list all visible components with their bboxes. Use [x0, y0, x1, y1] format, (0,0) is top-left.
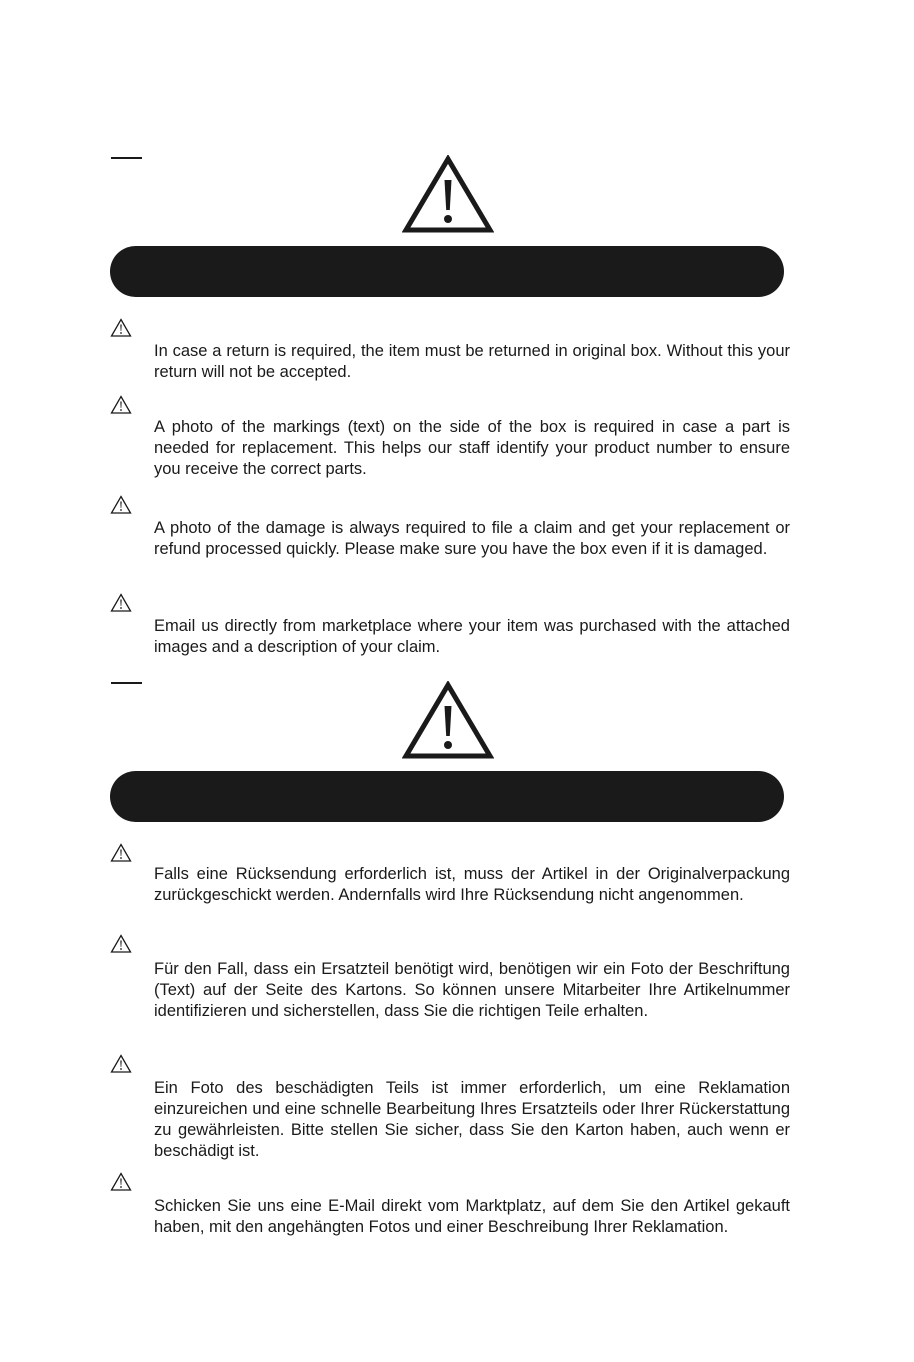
warning-triangle-icon — [402, 681, 494, 759]
notice-text: Für den Fall, dass ein Ersatzteil benötigt wird, benötigen wir ein Foto der Beschriftung (Text) auf der Seite des Kartons. So können unsere Mitarbeiter Ihre Artikelnummer identifizieren und sicherstellen, dass Sie die richtigen Teile erhalten. — [154, 960, 790, 1020]
section-divider-dash — [111, 157, 142, 159]
warning-icon — [110, 1054, 132, 1073]
notice-text: A photo of the damage is always required to file a claim and get your replacement or refund processed quickly. Please make sure you have the box even if it is damaged. — [154, 519, 790, 558]
notice-text: Ein Foto des beschädigten Teils ist immer erforderlich, um eine Reklamation einzureichen und eine schnelle Bearbeitung Ihres Ersatzteils oder Ihrer Rückerstattung zu gewährleisten. Bitte stellen Sie sicher, dass Sie den Karton haben, auch wenn er beschädigt ist. — [154, 1079, 790, 1160]
warning-icon — [110, 1172, 132, 1191]
section-divider-dash — [111, 682, 142, 684]
warning-triangle-icon — [402, 155, 494, 233]
notice-text: Falls eine Rücksendung erforderlich ist, muss der Artikel in der Originalverpackung zurückgeschickt werden. Andernfalls wird Ihre Rücksendung nicht angenommen. — [154, 865, 790, 904]
warning-icon — [110, 495, 132, 514]
warning-icon — [110, 318, 132, 337]
section-header-banner — [110, 246, 784, 297]
section-header-banner — [110, 771, 784, 822]
notice-text: A photo of the markings (text) on the side of the box is required in case a part is needed for replacement. This helps our staff identify your product number to ensure you receive the correct parts. — [154, 418, 790, 478]
warning-icon — [110, 843, 132, 862]
warning-icon — [110, 395, 132, 414]
warning-icon — [110, 593, 132, 612]
notice-text: Schicken Sie uns eine E-Mail direkt vom Marktplatz, auf dem Sie den Artikel gekauft haben, mit den angehängten Fotos und einer Beschreibung Ihrer Reklamation. — [154, 1197, 790, 1236]
warning-icon — [110, 934, 132, 953]
notice-text: In case a return is required, the item must be returned in original box. Without this your return will not be accepted. — [154, 342, 790, 381]
notice-text: Email us directly from marketplace where your item was purchased with the attached images and a description of your claim. — [154, 617, 790, 656]
